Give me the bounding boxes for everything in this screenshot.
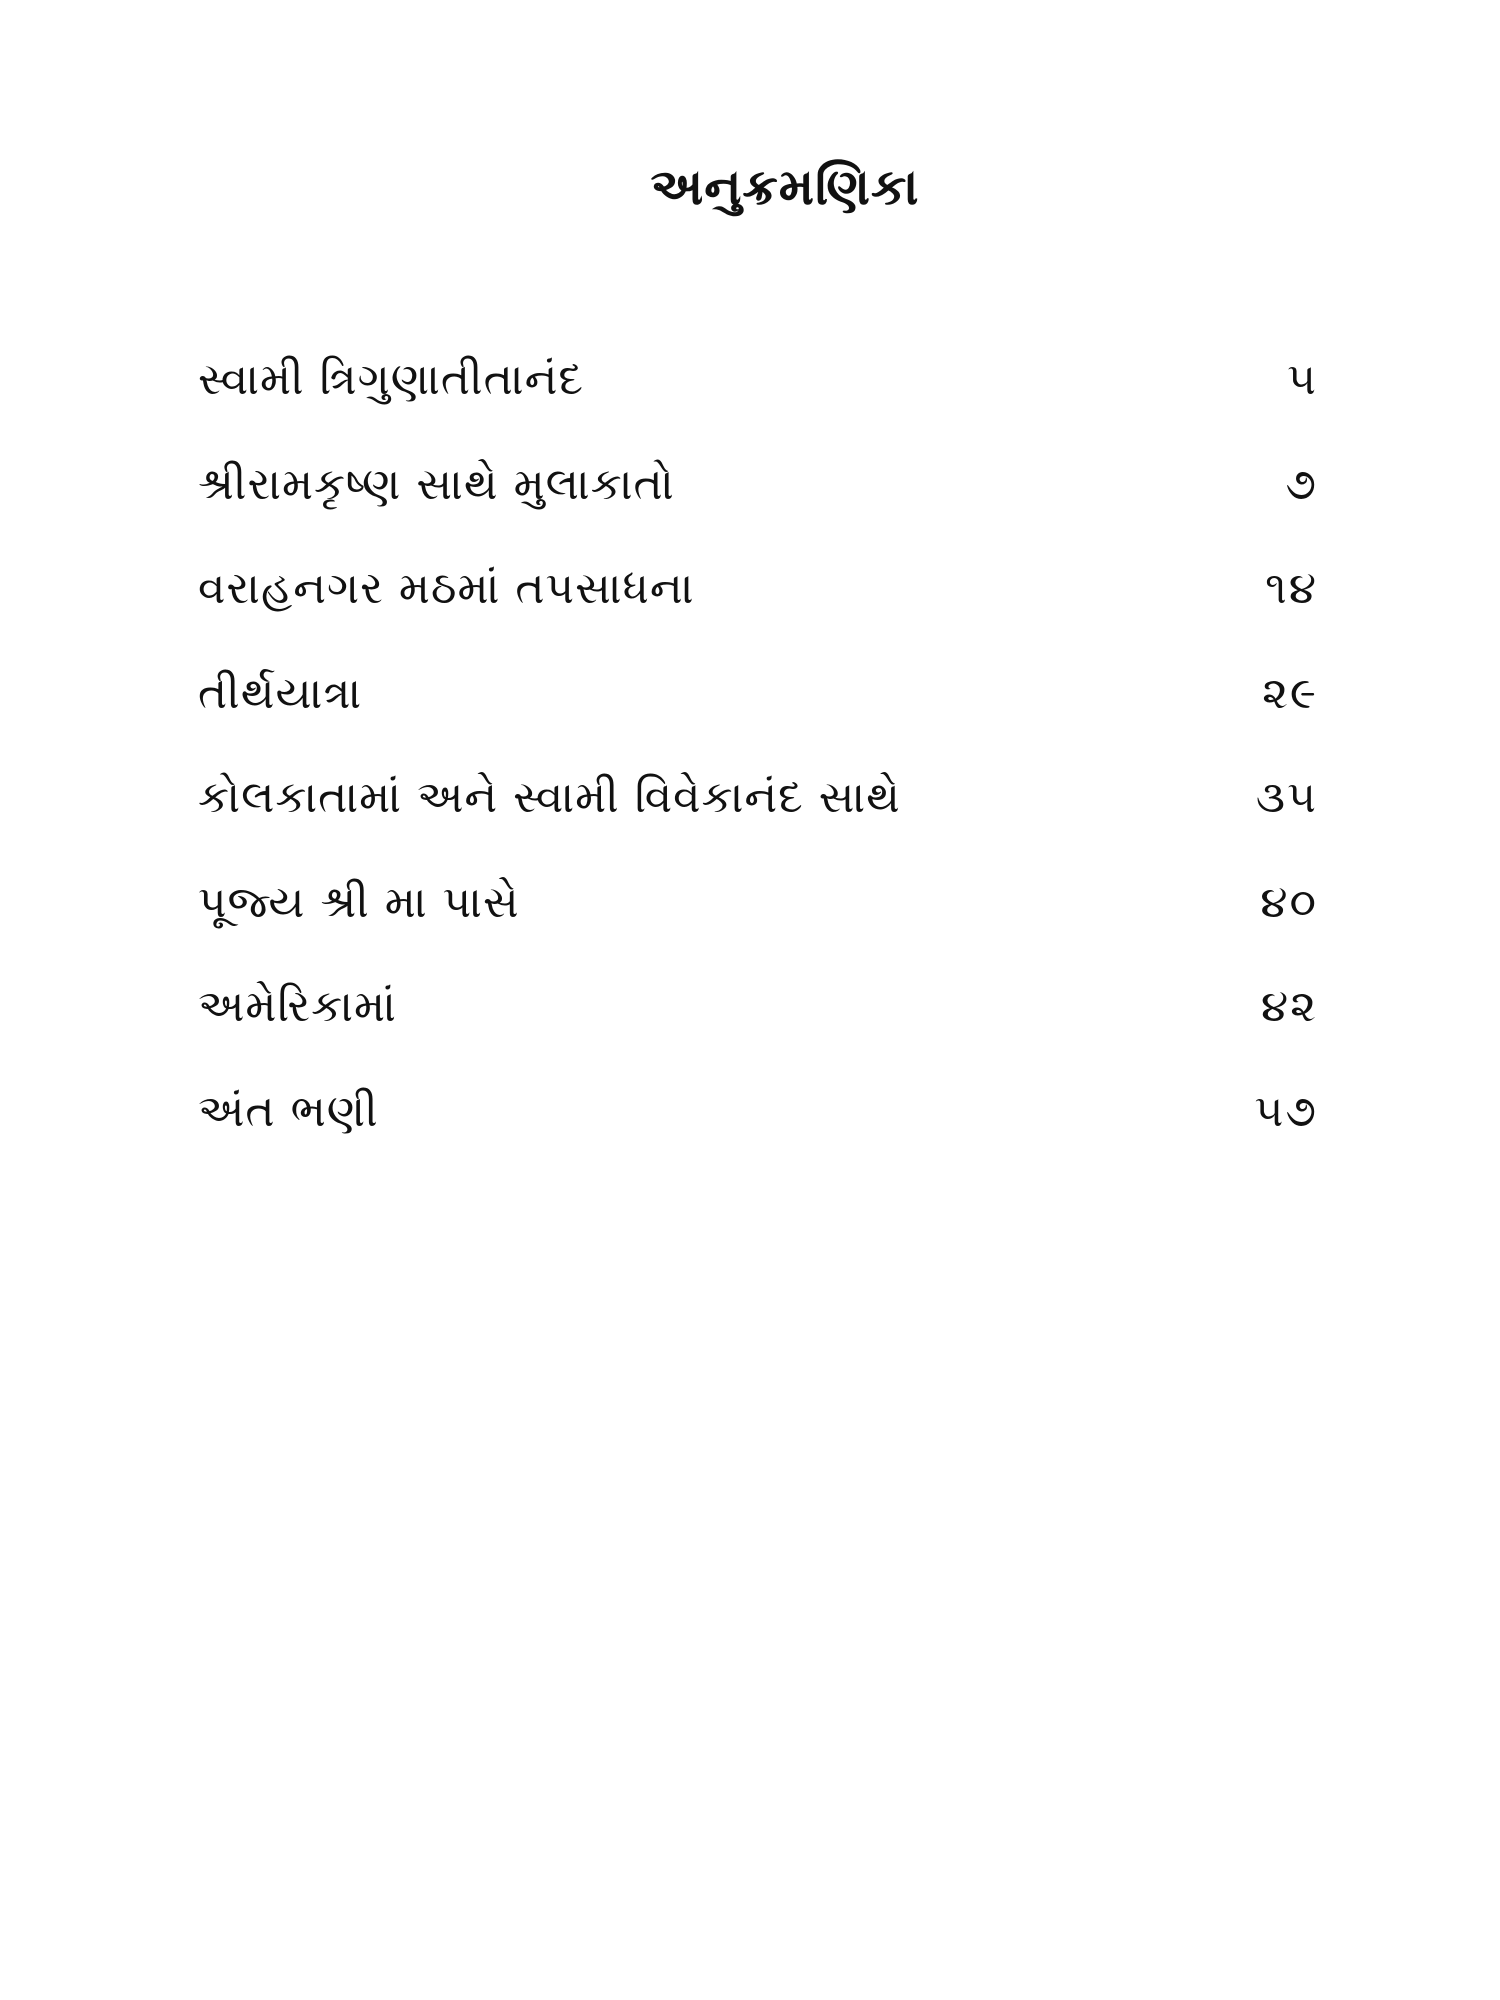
toc-entry-page-number: ૫: [1287, 354, 1318, 406]
toc-entry-page-number: ૪૨: [1260, 981, 1318, 1033]
toc-entry-title: કોલકાતામાં અને સ્વામી વિવેકાનંદ સાથે: [198, 772, 901, 824]
toc-entry: [198, 1060, 1318, 1165]
toc-entry-title: અમેરિકામાં: [198, 981, 397, 1033]
toc-entry-page-number: ૭: [1285, 458, 1318, 510]
toc-entry-title: સ્વામી ત્રિગુણાતીતાનંદ: [198, 354, 584, 406]
toc-entry-title: વરાહનગર મઠમાં તપસાધના: [198, 563, 695, 615]
page-title: અનુક્રમણિકા: [650, 157, 920, 216]
toc-entry: [198, 851, 1318, 956]
toc-entry-title: અંત ભણી: [198, 1085, 379, 1137]
toc-entry-title: શ્રીરામકૃષ્ણ સાથે મુલાકાતો: [198, 458, 675, 510]
toc-entry-page-number: ૪૦: [1260, 876, 1318, 928]
toc-entry-page-number: ૫૭: [1254, 1085, 1318, 1137]
toc-entry-page-number: ૧૪: [1265, 563, 1318, 615]
table-of-contents: [198, 328, 1318, 1164]
toc-entry-title: તીર્થયાત્રા: [198, 667, 363, 719]
toc-entry: [198, 642, 1318, 747]
toc-entry: [198, 955, 1318, 1060]
toc-entry: [198, 328, 1318, 433]
toc-entry-page-number: ૨૯: [1262, 667, 1318, 719]
toc-entry-title: પૂજ્ય શ્રી મા પાસે: [198, 876, 520, 928]
toc-entry: [198, 746, 1318, 851]
toc-entry: [198, 537, 1318, 642]
toc-entry: [198, 433, 1318, 538]
toc-entry-page-number: ૩૫: [1255, 772, 1318, 824]
